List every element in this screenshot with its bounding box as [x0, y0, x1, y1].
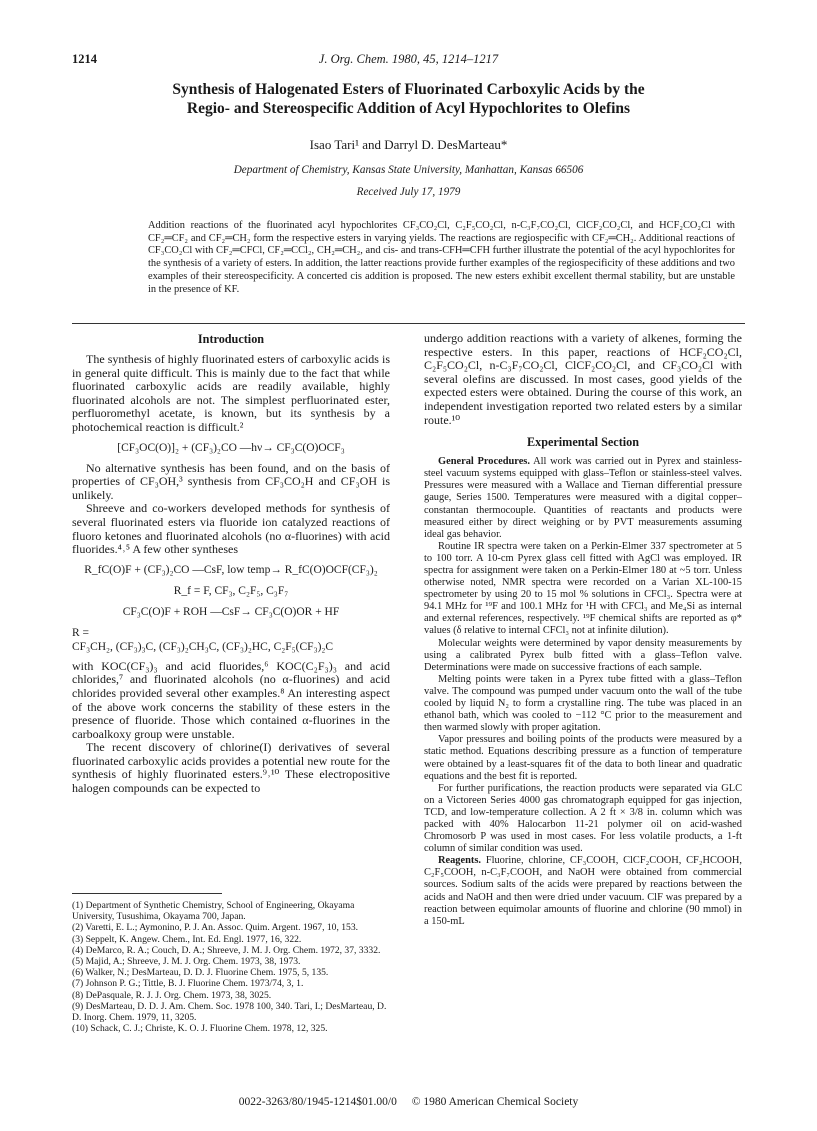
equation-r-label: R =	[72, 626, 90, 639]
footnote: (7) Johnson P. G.; Tittle, B. J. Fluorine Chem. 1973/74, 3, 1.	[72, 978, 304, 990]
experimental-paragraph	[424, 855, 742, 928]
experimental-paragraph: Melting points were taken in a Pyrex tube fitted with a glass–Teflon valve. The compound was pumped under vacuum onto the wall of the tube cooled by liquid N₂ to form a crystalline ring. The tube was placed in an ethanol bath, which was cooled to −112 °C prior to the measurement and then warmed slowly with proper agitation.	[424, 673, 742, 734]
footnote: (4) DeMarco, R. A.; Couch, D. A.; Shreeve, J. M. J. Org. Chem. 1972, 37, 3332.	[72, 944, 381, 956]
experimental-paragraph: Molecular weights were determined by vapor density measurements by using a calibrated Pyrex bulb fitted with a glass–Teflon valve. Determinations were made on successive fractions of each sample.	[424, 637, 742, 673]
intro-paragraph: The recent discovery of chlorine(I) derivatives of several fluorinated carboxylic acids provides a potential new route for the synthesis of highly fluorinated esters.⁹˒¹⁰ These electropositive halogen compounds can be expected to	[72, 740, 390, 796]
footnote: (1) Department of Synthetic Chemistry, School of Engineering, Okayama University, Tusushima, Okayama 700, Japan.	[72, 900, 355, 923]
title-line-2: Regio- and Stereospecific Addition of Acyl Hypochlorites to Olefins	[186, 100, 631, 117]
footnote: (6) Walker, N.; DesMarteau, D. D. J. Fluorine Chem. 1975, 5, 135.	[72, 967, 329, 979]
paragraph-text: Fluorine, chlorine, CF₃COOH, ClCF₂COOH, CF₂HCOOH, C₂F₅COOH, n-C₃F₇COOH, and NaOH were obtained from commercial sources. Sodium salts of the acids were prepared by reactions between the acids and NaOH and then were dried under vacuum. ClF was prepared by a reaction between equimolar amounts of fluorine and chlorine (90 mmol) in a 150-mL	[424, 855, 742, 927]
article-title	[100, 80, 717, 118]
footnote: (2) Varetti, E. L.; Aymonino, P. J. An. Assoc. Quim. Argent. 1967, 10, 153.	[72, 922, 359, 934]
running-header	[72, 52, 745, 70]
right-column	[424, 332, 742, 928]
received-date: Received July 17, 1979	[356, 186, 461, 198]
run-in-heading: Reagents.	[438, 855, 481, 867]
section-divider	[72, 323, 745, 324]
experimental-heading: Experimental Section	[526, 435, 640, 450]
intro-paragraph: Shreeve and co-workers developed methods for synthesis of several fluorinated esters via fluoride ion catalyzed reactions of fluoro ketones and fluorinated alcohols (no α-fluorines) with acid fluorides.⁴˒⁵ A few other syntheses	[72, 501, 390, 557]
page-footer	[0, 1096, 817, 1108]
footnotes	[72, 900, 390, 1034]
equation-r-values: CF₃CH₂, (CF₃)₃C, (CF₃)₂CH₃C, (CF₃)₂HC, C₂F₅(CF₃)₂C	[72, 640, 334, 653]
copyright: © 1980 American Chemical Society	[411, 1096, 579, 1108]
abstract: Addition reactions of the fluorinated acyl hypochlorites CF₃CO₂Cl, C₂F₅CO₂Cl, n-C₃F₇CO₂Cl, ClCF₂CO₂Cl, and HCF₂CO₂Cl with CF₂═CF₂ and CF₂═CH₂ form the respective esters in varying yields. The reactions are regiospecific with CF₂═CH₂. Additional reactions of CF₃CO₂Cl with CF₂═CFCl, CF₂═CCl₂, CH₂═CH₂, and cis- and trans-CFH═CFH further illustrate the potential of the acyl hypochlorites for the synthesis of a variety of esters. In addition, the latter reactions provide further examples of the regiospecificity of these additions and two examples of their stereospecificity. A concerted cis addition is proposed. The new esters exhibit excellent thermal stability, but are unstable in the presence of KF.	[148, 220, 735, 295]
intro-heading: Introduction	[197, 332, 265, 346]
footnote: (8) DePasquale, R. J. J. Org. Chem. 1973, 38, 3025.	[72, 989, 272, 1001]
experimental-paragraph: Routine IR spectra were taken on a Perkin-Elmer 337 spectrometer at 5 to 100 torr. A 10-cm Pyrex glass cell fitted with AgCl was employed. IR spectra for assignment were taken on a Perkin-Elmer 180 at ~5 torr. Unless otherwise noted, NMR spectra were recorded on a Varian XL-100-15 spectrometer by using 20 to 15 mol % solutions in CFCl₃. Spectra were at 94.1 MHz for ¹⁹F and 100.1 MHz for ¹H with CFCl₃ and Me₄Si as internal and external references, respectively. ¹⁹F chemical shifts are reported as φ* values (δ relative to internal CFCl₃ not at infinite dilution).	[424, 540, 742, 637]
footnote: (5) Majid, A.; Shreeve, J. M. J. Org. Chem. 1973, 38, 1973.	[72, 956, 301, 968]
footnote: (9) DesMarteau, D. D. J. Am. Chem. Soc. 1978 100, 340. Tari, I.; DesMarteau, D. D. Inorg. Chem. 1979, 11, 3205.	[72, 1000, 387, 1024]
footnote: (10) Schack, C. J.; Christe, K. O. J. Fluorine Chem. 1978, 12, 325.	[72, 1023, 328, 1035]
journal-citation: J. Org. Chem. 1980, 45, 1214–1217	[318, 52, 499, 66]
intro-paragraph: No alternative synthesis has been found, and on the basis of properties of CF₃OH,³ synthesis from CF₃CO₂H and CF₃OH is unlikely.	[72, 460, 390, 502]
affiliation: Department of Chemistry, Kansas State University, Manhattan, Kansas 66506	[233, 164, 584, 176]
title-line-1: Synthesis of Halogenated Esters of Fluorinated Carboxylic Acids by the	[172, 81, 645, 98]
authors: Isao Tari¹ and Darryl D. DesMarteau*	[309, 137, 508, 152]
paragraph-text: All work was carried out in Pyrex and stainless-steel vacuum systems equipped with glass–Teflon or stainless-steel valves. Pressures were measured with a Wallace and Tiernan differential pressure gauge, Series 1500. Temperatures were measured with a digital copper–constantan thermocouple. Quantities of reactants and products were measured either by direct weighing or by PVT measurements assuming ideal gas behavior.	[424, 456, 742, 540]
intro-paragraph: The synthesis of highly fluorinated esters of carboxylic acids is in general quite difficult. This is mainly due to the fact that while fluorinated carboxylic acids are readily available, highly fluorinated alcohols are not. The simplest perfluorinated ester, perfluoromethyl acetate, is known, but its synthesis by a photochemical reaction is difficult.²	[72, 352, 390, 434]
intro-paragraph: with KOC(CF₃)₃ and acid fluorides,⁶ KOC(C₂F₃)₃ and acid chlorides,⁷ and fluorinated alcohols (no α-fluorines) and acid chlorides provided several other examples.⁸ An interesting aspect of the above work concerns the stability of these esters in the presence of fluoride. Those which contained α-fluorines in the carboalkoxy group were unstable.	[72, 658, 390, 741]
article-code: 0022-3263/80/1945-1214$01.00/0	[238, 1096, 397, 1108]
equation: CF₃C(O)F + ROH —CsF→ CF₃C(O)OR + HF	[122, 605, 340, 618]
experimental-paragraph	[424, 456, 742, 541]
experimental-paragraph: For further purifications, the reaction products were separated via GLC on a Victoreen Series 4000 gas chromatograph equipped for gas injection, TCD, and low-temperature collection. A 2 ft × 3/8 in. column which was packed with 40% Halocarbon 11-21 polymer oil on acid-washed Chromosorb P was used in most cases. For less volatile products, a 1-ft column of similar condition was used.	[424, 782, 742, 855]
footnote-rule	[72, 893, 222, 894]
page-number: 1214	[72, 52, 97, 66]
equation-r-definition	[72, 626, 390, 654]
left-column	[72, 332, 390, 796]
body-paragraph: undergo addition reactions with a variety of alkenes, forming the respective esters. In this paper, reactions of HCF₂CO₂Cl, C₂F₅CO₂Cl, n-C₃F₇CO₂Cl, ClCF₂CO₂Cl, and CF₃CO₂Cl with several olefins are discussed. In most cases, good yields of the expected esters were obtained. During the course of this work, an independent investigation reported two related esters by a similar route.¹⁰	[424, 331, 742, 427]
run-in-heading: General Procedures.	[438, 456, 530, 468]
equation: R_f = F, CF₃, C₂F₅, C₃F₇	[173, 584, 289, 597]
equation: R_fC(O)F + (CF₃)₂CO —CsF, low temp→ R_fC(O)OCF(CF₃)₂	[84, 563, 378, 576]
experimental-paragraph: Vapor pressures and boiling points of the products were measured by a static method. Equations describing pressure as a function of temperature were obtained by a least-squares fit of the data to both linear and quadratic equations and the best fit is reported.	[424, 734, 742, 782]
footnote: (3) Seppelt, K. Angew. Chem., Int. Ed. Engl. 1977, 16, 322.	[72, 933, 302, 945]
equation: [CF₃OC(O)]₂ + (CF₃)₂CO —hν→ CF₃C(O)OCF₃	[117, 441, 345, 454]
